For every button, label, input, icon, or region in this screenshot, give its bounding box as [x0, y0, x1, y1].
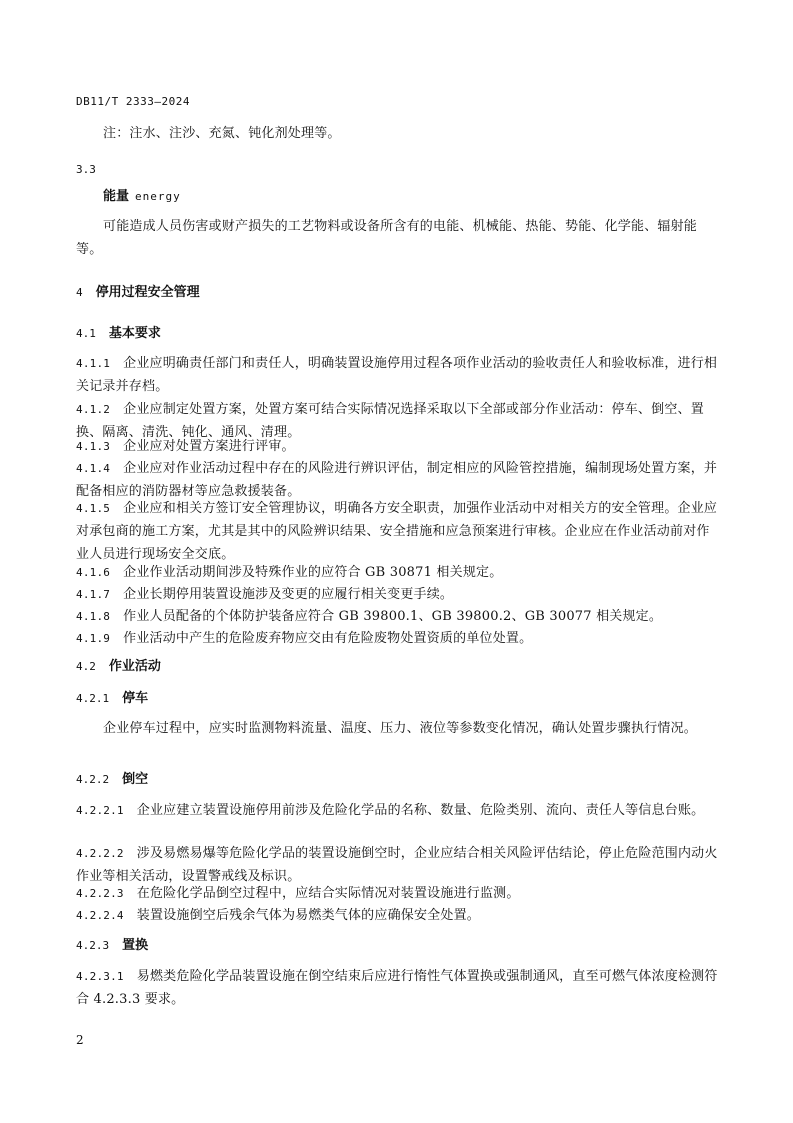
section-4-heading: 4 停用过程安全管理	[76, 285, 200, 300]
note: 注：注水、注沙、充氮、钝化剂处理等。	[103, 126, 341, 141]
clause-4-1-3: 4.1.3 企业应对处置方案进行评审。	[76, 439, 295, 454]
clause-4-1-7: 4.1.7 企业长期停用装置设施涉及变更的应履行相关变更手续。	[76, 587, 454, 602]
clause-4-1-2: 4.1.2 企业应制定处置方案，处置方案可结合实际情况选择采取以下全部或部分作业活动：停车、倒空、置换、隔离、清洗、钝化、通风、清理。	[76, 402, 704, 440]
term-title: 能量 energy	[103, 189, 181, 204]
clause-4-2-2-4: 4.2.2.4 装置设施倒空后残余气体为易燃类气体的应确保安全处置。	[76, 908, 480, 923]
section-4-2-1-heading: 4.2.1 停车	[76, 691, 149, 706]
section-4-1-heading: 4.1 基本要求	[76, 326, 161, 341]
clause-4-2-2-3: 4.2.2.3 在危险化学品倒空过程中，应结合实际情况对装置设施进行监测。	[76, 886, 520, 901]
term-number: 3.3	[76, 163, 96, 176]
clause-4-2-3-1: 4.2.3.1 易燃类危险化学品装置设施在倒空结束后应进行惰性气体置换或强制通风，直至可燃气体浓度检测符合 4.2.3.3 要求。	[76, 969, 718, 1007]
clause-4-1-6: 4.1.6 企业作业活动期间涉及特殊作业的应符合 GB 30871 相关规定。	[76, 565, 503, 580]
clause-4-2-2-2: 4.2.2.2 涉及易燃易爆等危险化学品的装置设施倒空时，企业应结合相关风险评估结论，停止危险范围内动火作业等相关活动，设置警戒线及标识。	[76, 846, 718, 884]
standard-code: DB11/T 2333—2024	[76, 95, 190, 108]
clause-4-1-9: 4.1.9 作业活动中产生的危险废弃物应交由有危险废物处置资质的单位处置。	[76, 631, 533, 646]
term-definition: 可能造成人员伤害或财产损失的工艺物料或设备所含有的电能、机械能、热能、势能、化学能、辐射能等。	[76, 219, 698, 257]
clause-4-1-8: 4.1.8 作业人员配备的个体防护装备应符合 GB 39800.1、GB 39800.2、GB 30077 相关规定。	[76, 609, 663, 624]
section-4-2-heading: 4.2 作业活动	[76, 659, 161, 674]
clause-4-1-1: 4.1.1 企业应明确责任部门和责任人，明确装置设施停用过程各项作业活动的验收责任人和验收标准，进行相关记录并存档。	[76, 356, 718, 394]
clause-4-1-5: 4.1.5 企业应和相关方签订安全管理协议，明确各方安全职责，加强作业活动中对相关方的安全管理。企业应对承包商的施工方案，尤其是其中的风险辨识结果、安全措施和应急预案进行审核。企业应在作业活动前对作业人员进行现场安全交底。	[76, 501, 718, 562]
clause-4-1-4: 4.1.4 企业应对作业活动过程中存在的风险进行辨识评估，制定相应的风险管控措施，编制现场处置方案，并配备相应的消防器材等应急救援装备。	[76, 461, 718, 499]
clause-4-2-2-1: 4.2.2.1 企业应建立装置设施停用前涉及危险化学品的名称、数量、危险类别、流向、责任人等信息台账。	[76, 803, 705, 818]
page-number: 2	[76, 1033, 84, 1047]
section-4-2-3-heading: 4.2.3 置换	[76, 938, 149, 953]
section-4-2-1-text: 企业停车过程中，应实时监测物料流量、温度、压力、液位等参数变化情况，确认处置步骤执行情况。	[103, 721, 698, 736]
section-4-2-2-heading: 4.2.2 倒空	[76, 772, 149, 787]
